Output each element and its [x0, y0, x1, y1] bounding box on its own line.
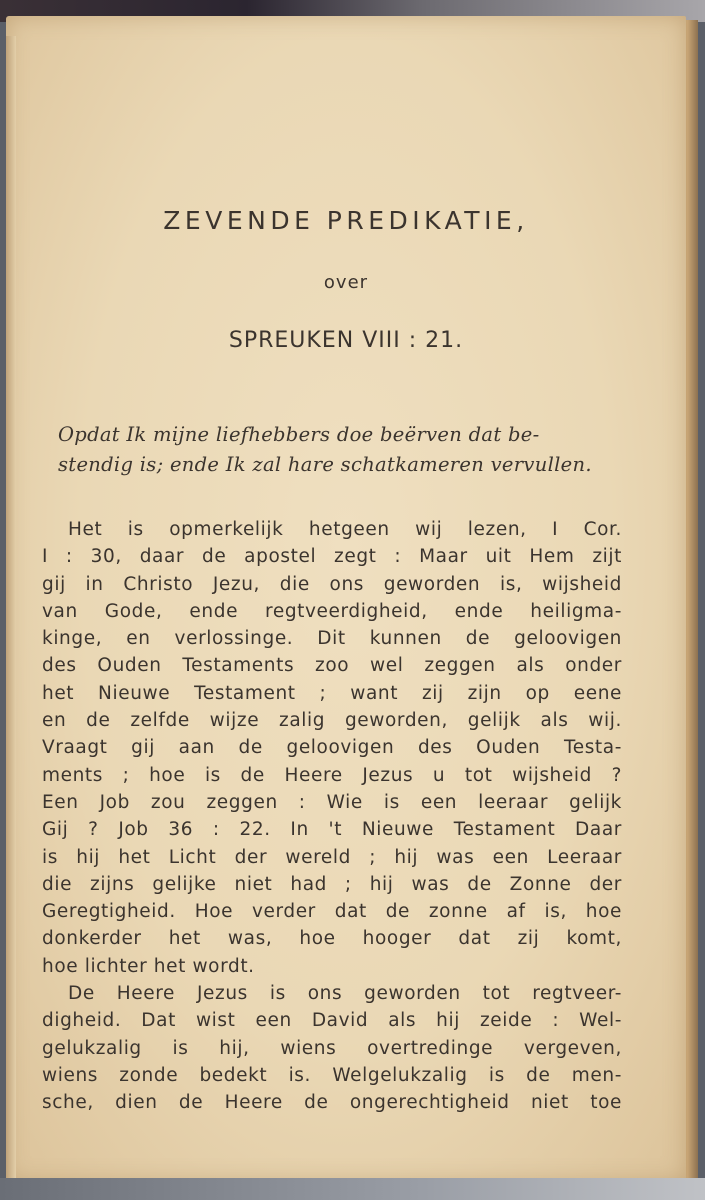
body-line: hoe lichter het wordt.	[42, 955, 255, 977]
body-line: Geregtigheid. Hoe verder dat de zonne af is, hoe	[42, 901, 622, 923]
body-line: ments ; hoe is de Heere Jezus u tot wijsheid ?	[42, 764, 622, 786]
sermon-title: ZEVENDE PREDIKATIE,	[163, 206, 529, 235]
sermon-body	[42, 516, 622, 1117]
body-line: Vraagt gij aan de geloovigen des Ouden Testa-	[42, 737, 622, 759]
scripture-reference: SPREUKEN VIII : 21.	[228, 328, 464, 353]
body-line: kinge, en verlossinge. Dit kunnen de geloovigen	[42, 628, 622, 650]
body-line: die zijns gelijke niet had ; hij was de Zonne der	[42, 873, 622, 895]
book-cover-bottom-edge	[0, 1178, 705, 1200]
scripture-motto	[58, 420, 618, 480]
body-line: De Heere Jezus is ons geworden tot regtveer-	[68, 983, 622, 1005]
body-line: en de zelfde wijze zalig geworden, gelijk als wij.	[42, 710, 622, 732]
body-line: I : 30, daar de apostel zegt : Maar uit Hem zijt	[42, 546, 622, 568]
motto-line: stendig is; ende Ik zal hare schatkameren vervullen.	[58, 453, 592, 476]
body-line: Het is opmerkelijk hetgeen wij lezen, I Cor.	[68, 519, 622, 540]
over-label: over	[323, 272, 369, 293]
body-line: het Nieuwe Testament ; want zij zijn op eene	[42, 682, 622, 704]
body-line: digheid. Dat wist een David als hij zeide : Wel-	[42, 1010, 622, 1032]
body-line: des Ouden Testaments zoo wel zeggen als onder	[42, 655, 622, 677]
body-line: gelukzalig is hij, wiens overtredinge vergeven,	[42, 1037, 622, 1059]
body-line: sche, dien de Heere de ongerechtigheid niet toe	[42, 1092, 622, 1114]
motto-line: Opdat Ik mijne liefhebbers doe beërven dat be-	[58, 423, 540, 446]
body-line: wiens zonde bedekt is. Welgelukzalig is de men-	[42, 1064, 622, 1086]
body-line: van Gode, ende regtveerdigheid, ende heiligma-	[42, 600, 622, 622]
book-page	[6, 16, 686, 1182]
body-line: donkerder het was, hoe hooger dat zij komt,	[42, 928, 622, 950]
body-line: is hij het Licht der wereld ; hij was een Leeraar	[42, 846, 622, 868]
body-line: Een Job zou zeggen : Wie is een leeraar gelijk	[42, 791, 622, 813]
body-line: Gij ? Job 36 : 22. In 't Nieuwe Testament Daar	[42, 819, 622, 841]
body-line: gij in Christo Jezu, die ons geworden is, wijsheid	[42, 573, 622, 595]
